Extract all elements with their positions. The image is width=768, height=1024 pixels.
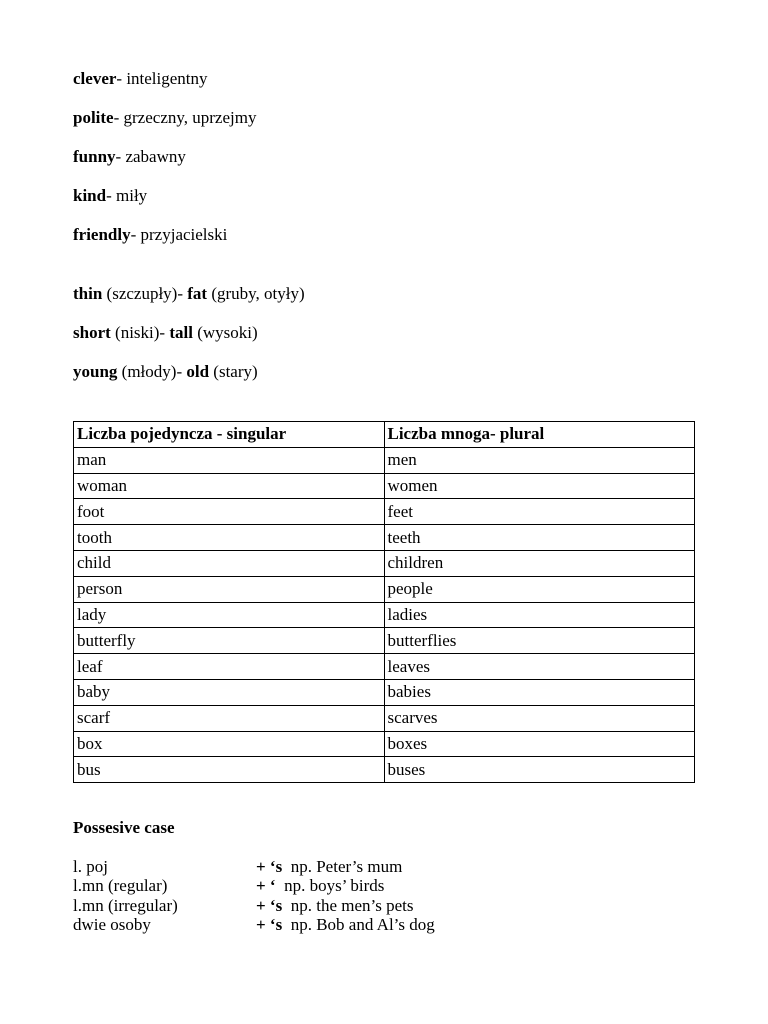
vocab-line [73,225,227,245]
singular-cell: bus [74,757,385,783]
opposite-translation: (szczupły)- [102,284,188,303]
rule-example: np. Bob and Al’s dog [282,915,435,934]
opposite-word: thin [73,284,103,303]
table-row [74,550,695,576]
opposite-translation: (gruby, otyły) [207,284,305,303]
vocab-line [73,147,186,167]
table-row [74,679,695,705]
plural-table [73,421,695,783]
singular-cell: person [74,576,385,602]
rule-label: l.mn (irregular) [73,896,178,915]
singular-cell: box [74,731,385,757]
vocab-translation: - miły [106,186,148,205]
rule-suffix: + ‘ [256,876,276,895]
plural-cell: ladies [384,602,695,628]
opposites-line [73,323,258,343]
opposite-word: old [186,362,210,381]
possessive-title [73,818,175,838]
opposite-translation: (młody)- [117,362,187,381]
vocab-line [73,108,256,128]
opposites-line [73,284,305,304]
rule-suffix: + ‘s [256,857,283,876]
singular-cell: tooth [74,525,385,551]
rule-label: l.mn (regular) [73,876,168,895]
vocab-line [73,186,147,206]
rule-example-line [256,896,413,916]
table-row [74,654,695,680]
rule-example: np. the men’s pets [282,896,414,915]
vocab-word: funny [73,147,116,166]
rule-suffix: + ‘s [256,915,283,934]
singular-cell: foot [74,499,385,525]
plural-cell: feet [384,499,695,525]
singular-cell: baby [74,679,385,705]
table-row [74,525,695,551]
plural-cell: children [384,550,695,576]
opposite-translation: (stary) [209,362,258,381]
singular-cell: lady [74,602,385,628]
opposite-word: young [73,362,118,381]
table-row [74,473,695,499]
section-heading: Possesive case [73,818,175,837]
rule-label: l. poj [73,857,108,876]
singular-cell: child [74,550,385,576]
opposite-translation: (niski)- [110,323,170,342]
table-row [74,705,695,731]
singular-cell: man [74,447,385,473]
table-header-row [74,422,695,448]
opposite-word: tall [169,323,193,342]
singular-cell: woman [74,473,385,499]
vocab-line [73,69,208,89]
rule-suffix: + ‘s [256,896,283,915]
table-row [74,576,695,602]
vocab-word: polite [73,108,114,127]
rule-example: np. boys’ birds [275,876,385,895]
table-row [74,499,695,525]
opposite-word: short [73,323,111,342]
vocab-word: clever [73,69,117,88]
plural-cell: scarves [384,705,695,731]
vocab-translation: - przyjacielski [130,225,228,244]
opposite-word: fat [187,284,208,303]
rule-example-line [256,876,384,896]
vocab-translation: - zabawny [115,147,186,166]
vocab-translation: - grzeczny, uprzejmy [113,108,257,127]
rule-example: np. Peter’s mum [282,857,403,876]
table-row [74,628,695,654]
vocab-word: kind [73,186,107,205]
plural-cell: babies [384,679,695,705]
plural-cell: buses [384,757,695,783]
table-row [74,602,695,628]
header-singular: Liczba pojedyncza - singular [74,422,385,448]
plural-cell: men [384,447,695,473]
opposites-line [73,362,258,382]
table-row [74,731,695,757]
plural-cell: leaves [384,654,695,680]
plural-cell: teeth [384,525,695,551]
singular-cell: scarf [74,705,385,731]
opposite-translation: (wysoki) [192,323,258,342]
plural-cell: boxes [384,731,695,757]
rule-label: dwie osoby [73,915,151,934]
rule-example-line [256,915,435,935]
rule-example-line [256,857,402,877]
vocab-word: friendly [73,225,131,244]
header-plural: Liczba mnoga- plural [384,422,695,448]
plural-cell: women [384,473,695,499]
singular-cell: butterfly [74,628,385,654]
table-row [74,447,695,473]
table-row [74,757,695,783]
plural-cell: people [384,576,695,602]
vocab-translation: - inteligentny [116,69,208,88]
plural-cell: butterflies [384,628,695,654]
singular-cell: leaf [74,654,385,680]
